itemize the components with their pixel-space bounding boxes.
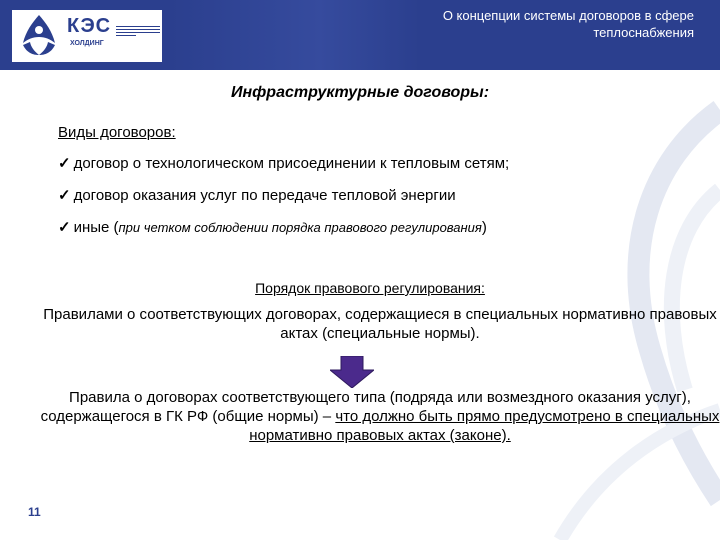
logo-emblem-icon (18, 13, 60, 57)
list-item (58, 154, 509, 172)
list-item-text: договор о технологическом присоединении к тепловым сетям; (73, 155, 510, 172)
check-icon: ✓ (58, 187, 71, 204)
regulation-order-label: Порядок правового регулирования: (255, 280, 485, 296)
logo-name: КЭС (67, 15, 112, 37)
down-arrow-icon (330, 356, 374, 388)
list-item-text: иные ( (73, 219, 119, 236)
special-rules-text: Правилами о соответствующих договорах, содержащиеся в специальных нормативно правовых актах (специальные нормы). (43, 306, 717, 342)
contract-types-label: Виды договоров: (58, 124, 176, 141)
general-rules-plain: Правила о договорах соответствующего типа (подряда или возмездного оказания услуг), содержащегося в ГК РФ (общие нормы) – (40, 389, 691, 425)
list-item-text: договор оказания услуг по передаче тепловой энергии (73, 187, 456, 204)
page-number: 11 (28, 505, 41, 519)
header-title (274, 7, 694, 41)
list-item (58, 186, 456, 204)
check-icon: ✓ (58, 155, 71, 172)
header-title-line-1: О концепции системы договоров в сфере (442, 8, 694, 23)
slide-title: Инфраструктурные договоры: (230, 84, 490, 101)
header-bar (0, 0, 720, 70)
general-rules-text (30, 388, 720, 445)
header-title-line-2: теплоснабжения (593, 25, 694, 40)
list-item-tail: ) (481, 219, 487, 236)
list-item (58, 218, 487, 236)
logo-description (116, 24, 160, 36)
logo-subtitle: ХОЛДИНГ (70, 40, 104, 47)
list-item-note: при четком соблюдении порядка правового регулирования (118, 220, 482, 235)
general-rules-underlined: что должно быть прямо предусмотрено в специальных нормативно правовых актах (законе). (249, 408, 720, 444)
check-icon: ✓ (58, 219, 71, 236)
company-logo (12, 10, 162, 62)
